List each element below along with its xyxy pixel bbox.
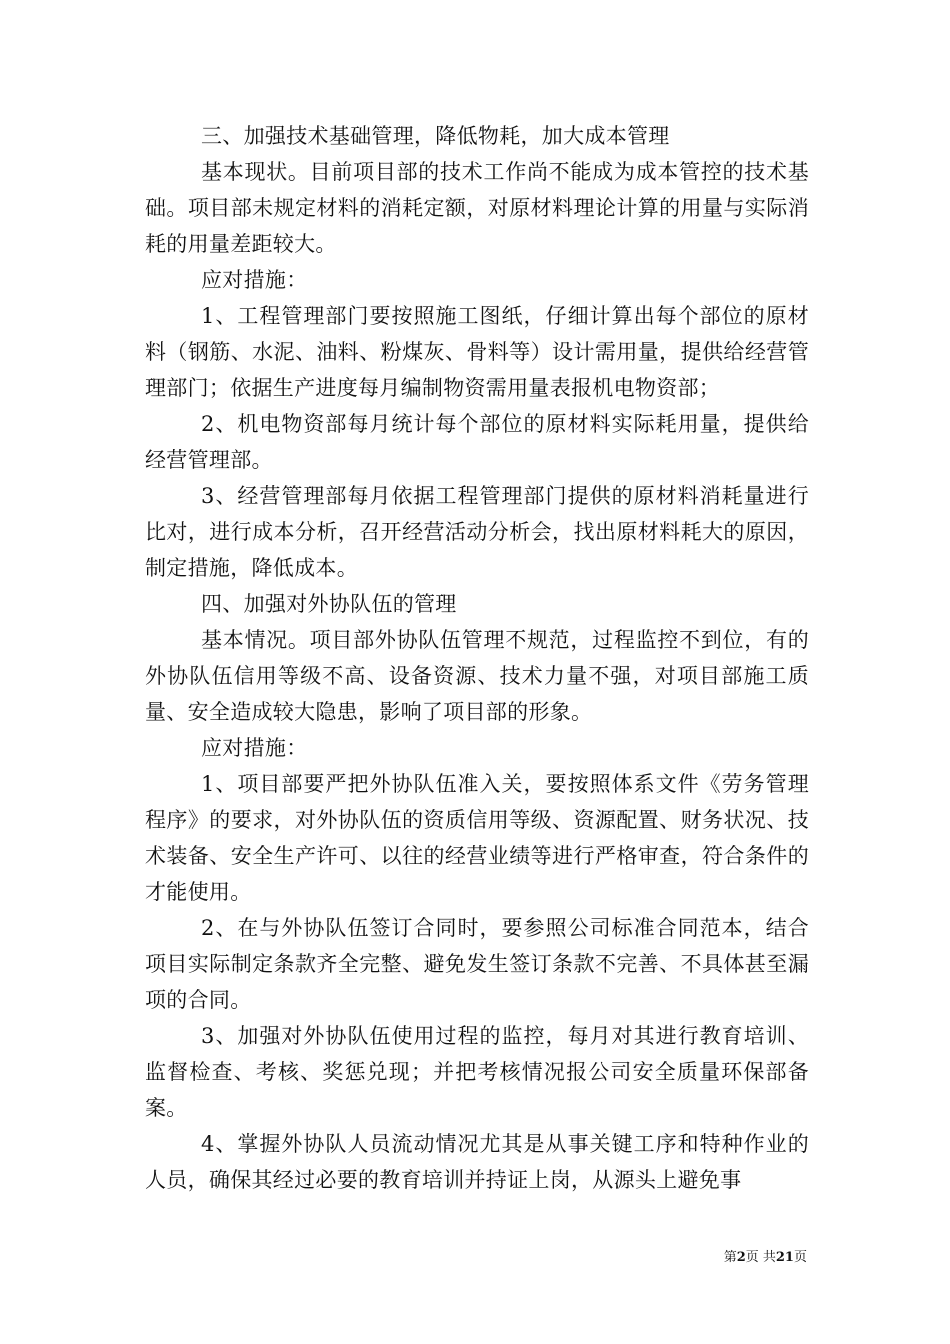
section-heading-3: 三、加强技术基础管理，降低物耗，加大成本管理 (201, 124, 670, 148)
footer-current-page: 2 (736, 1250, 746, 1265)
page-number-footer (724, 1246, 807, 1265)
footer-prefix: 第 (723, 1250, 737, 1265)
footer-middle: 页 共 (745, 1250, 776, 1265)
document-body (145, 118, 809, 1198)
paragraph-measure-4-4: 4、掌握外协队人员流动情况尤其是从事关键工序和特种作业的人员，确保其经过必要的教育培训并持证上岗，从源头上避免事 (145, 1132, 809, 1192)
paragraph-measure-4-1: 1、项目部要严把外协队伍准入关，要按照体系文件《劳务管理程序》的要求，对外协队伍的资质信用等级、资源配置、财务状况、技术装备、安全生产许可、以往的经营业绩等进行严格审查，符合条件的才能使用。 (145, 772, 809, 904)
paragraph-measures-label-2: 应对措施： (201, 736, 308, 760)
footer-total-pages: 21 (775, 1250, 794, 1265)
paragraph-measure-1: 1、工程管理部门要按照施工图纸，仔细计算出每个部位的原材料（钢筋、水泥、油料、粉煤灰、骨料等）设计需用量，提供给经营管理部门；依据生产进度每月编制物资需用量表报机电物资部； (145, 304, 809, 400)
paragraph-measure-2: 2、机电物资部每月统计每个部位的原材料实际耗用量，提供给经营管理部。 (145, 412, 809, 472)
section-heading-4: 四、加强对外协队伍的管理 (201, 592, 457, 616)
paragraph-measure-4-2: 2、在与外协队伍签订合同时，要参照公司标准合同范本，结合项目实际制定条款齐全完整、避免发生签订条款不完善、不具体甚至漏项的合同。 (145, 916, 809, 1012)
paragraph-basic-status: 基本现状。目前项目部的技术工作尚不能成为成本管控的技术基础。项目部未规定材料的消耗定额，对原材料理论计算的用量与实际消耗的用量差距较大。 (145, 160, 809, 256)
paragraph-measure-4-3: 3、加强对外协队伍使用过程的监控，每月对其进行教育培训、监督检查、考核、奖惩兑现；并把考核情况报公司安全质量环保部备案。 (145, 1024, 809, 1120)
footer-suffix: 页 (793, 1250, 807, 1265)
paragraph-measure-3: 3、经营管理部每月依据工程管理部门提供的原材料消耗量进行比对，进行成本分析，召开经营活动分析会，找出原材料耗大的原因，制定措施，降低成本。 (145, 484, 809, 580)
paragraph-measures-label: 应对措施： (201, 268, 308, 292)
paragraph-basic-situation: 基本情况。项目部外协队伍管理不规范，过程监控不到位，有的外协队伍信用等级不高、设备资源、技术力量不强，对项目部施工质量、安全造成较大隐患，影响了项目部的形象。 (145, 628, 809, 724)
